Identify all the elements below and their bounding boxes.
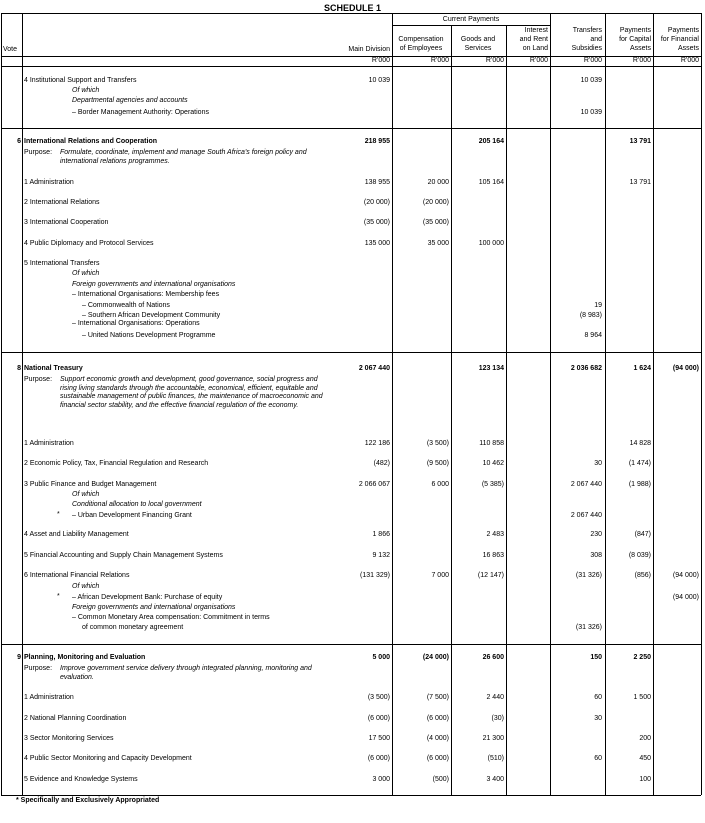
- cell-goods: (510): [487, 755, 504, 762]
- header-unit: R'000: [430, 57, 449, 64]
- cell-transfers: 30: [594, 460, 602, 467]
- column-rule: [605, 13, 606, 795]
- header-goods-services: Services: [464, 45, 492, 52]
- cell-transfers: 10 039: [580, 77, 602, 84]
- cell-transfers: 10 039: [580, 109, 602, 116]
- cell-comp: 7 000: [431, 572, 449, 579]
- cell-comp: (20 000): [422, 199, 449, 206]
- cell-transfers: 308: [590, 552, 602, 559]
- row-label: 1 Administration: [24, 440, 74, 447]
- cell-capital: 100: [639, 776, 651, 783]
- header-interest-rent: on Land: [522, 45, 548, 52]
- header-interest-rent: Interest: [524, 27, 548, 34]
- cell-goods: 16 863: [482, 552, 504, 559]
- cell-transfers: (31 326): [575, 624, 602, 631]
- cell-comp: 6 000: [431, 481, 449, 488]
- row-label: 5 Evidence and Knowledge Systems: [24, 776, 138, 783]
- row-label: 2 National Planning Coordination: [24, 715, 127, 722]
- header-goods-services: Goods and: [460, 36, 496, 43]
- header-transfers: Subsidies: [571, 45, 602, 52]
- header-main-division: Main Division: [348, 46, 390, 53]
- header-unit: R'000: [371, 57, 390, 64]
- row-label: 4 Public Diplomacy and Protocol Services: [24, 240, 154, 247]
- row-label: 1 Administration: [24, 179, 74, 186]
- cell-capital: (856): [634, 572, 651, 579]
- header-unit: R'000: [632, 57, 651, 64]
- cell-main: (35 000): [363, 219, 390, 226]
- vote-title: Planning, Monitoring and Evaluation: [24, 654, 146, 661]
- cell-transfers: 2 036 682: [570, 365, 602, 372]
- header-unit: R'000: [529, 57, 548, 64]
- header-transfers: Transfers: [572, 27, 602, 34]
- row-label: 2 Economic Policy, Tax, Financial Regulation and Research: [24, 460, 209, 467]
- cell-capital: (8 039): [628, 552, 651, 559]
- purpose-text: Improve government service delivery through integrated planning, monitoring and evaluation.: [60, 665, 312, 681]
- cell-capital: 200: [639, 735, 651, 742]
- row-label: Departmental agencies and accounts: [72, 97, 188, 104]
- row-label: Conditional allocation to local government: [72, 501, 202, 508]
- vote-title: National Treasury: [24, 365, 83, 372]
- cell-transfers: (8 983): [579, 312, 602, 319]
- cell-comp: (6 000): [426, 715, 449, 722]
- cell-goods: 105 164: [478, 179, 504, 186]
- cell-main: 10 039: [368, 77, 390, 84]
- cell-goods: 3 400: [486, 776, 504, 783]
- row-label: – Southern African Development Community: [82, 312, 221, 319]
- purpose-label: Purpose:: [24, 149, 53, 156]
- cell-main: 122 186: [364, 440, 390, 447]
- cell-capital: (847): [634, 531, 651, 538]
- row-label: – Common Monetary Area compensation: Commitment in terms: [72, 614, 270, 621]
- cell-transfers: 60: [594, 694, 602, 701]
- row-label: Foreign governments and international organisations: [72, 604, 236, 611]
- cell-capital: 450: [639, 755, 651, 762]
- header-unit: R'000: [680, 57, 699, 64]
- row-label: – Urban Development Financing Grant: [72, 512, 192, 519]
- section-rule: [1, 128, 701, 129]
- vote-number: 8: [17, 365, 21, 372]
- cell-main: 9 132: [372, 552, 390, 559]
- cell-capital: (1 988): [628, 481, 651, 488]
- cell-capital: 13 791: [629, 138, 651, 145]
- cell-goods: 10 462: [482, 460, 504, 467]
- cell-comp: (9 500): [426, 460, 449, 467]
- row-label: 3 International Cooperation: [24, 219, 109, 226]
- row-label: of common monetary agreement: [82, 624, 184, 631]
- section-rule: [1, 352, 701, 353]
- cell-main: (3 500): [367, 694, 390, 701]
- appropriation-star: *: [57, 511, 60, 518]
- header-capital-assets: Assets: [629, 45, 651, 52]
- vote-number: 9: [17, 654, 21, 661]
- cell-main: (20 000): [363, 199, 390, 206]
- row-label: 5 Financial Accounting and Supply Chain Management Systems: [24, 552, 223, 559]
- header-compensation: Compensation: [398, 36, 444, 43]
- column-rule: [701, 13, 702, 795]
- row-label: 4 Public Sector Monitoring and Capacity Development: [24, 755, 192, 762]
- row-label: – International Organisations: Operations: [72, 320, 200, 327]
- column-rule: [653, 13, 654, 795]
- cell-transfers: (31 326): [575, 572, 602, 579]
- cell-goods: 2 440: [486, 694, 504, 701]
- row-label: 4 Asset and Liability Management: [24, 531, 129, 538]
- appropriation-star: *: [57, 593, 60, 600]
- cell-main: 218 955: [364, 138, 390, 145]
- header-interest-rent: and Rent: [519, 36, 548, 43]
- cell-financial: (94 000): [672, 365, 699, 372]
- cell-goods: 110 858: [479, 440, 504, 447]
- row-label: – Commonwealth of Nations: [82, 302, 170, 309]
- cell-goods: 100 000: [478, 240, 504, 247]
- purpose-label: Purpose:: [24, 376, 53, 383]
- cell-main: 5 000: [372, 654, 390, 661]
- cell-main: (131 329): [360, 572, 390, 579]
- cell-main: 2 067 440: [358, 365, 390, 372]
- column-rule: [550, 13, 551, 795]
- row-label: 5 International Transfers: [24, 260, 100, 267]
- cell-main: 2 066 067: [358, 481, 390, 488]
- cell-capital: (1 474): [628, 460, 651, 467]
- cell-comp: (500): [432, 776, 449, 783]
- cell-capital: 2 250: [633, 654, 651, 661]
- header-financial-assets: Payments: [667, 27, 699, 34]
- purpose-text: Support economic growth and development, good governance, social progress and rising living standards through the accountable, economical, efficient, equitable and sustainable management of public finances, the maintenance of macroeconomic and financial sector stability, and the effective financial regulation of the economy.: [60, 376, 323, 409]
- row-label: – Border Management Authority: Operations: [72, 109, 209, 116]
- cell-transfers: 230: [590, 531, 602, 538]
- row-label: – African Development Bank: Purchase of equity: [72, 594, 223, 601]
- cell-comp: (3 500): [426, 440, 449, 447]
- header-unit: R'000: [485, 57, 504, 64]
- column-rule: [1, 13, 2, 795]
- cell-transfers: 19: [594, 302, 602, 309]
- cell-transfers: 150: [590, 654, 602, 661]
- cell-goods: (12 147): [477, 572, 504, 579]
- cell-comp: 35 000: [427, 240, 449, 247]
- vote-number: 6: [17, 138, 21, 145]
- header-financial-assets: for Financial: [660, 36, 699, 43]
- cell-main: 17 500: [368, 735, 390, 742]
- cell-main: 138 955: [364, 179, 390, 186]
- row-label: 2 International Relations: [24, 199, 100, 206]
- row-label: Of which: [72, 583, 100, 590]
- header-unit: R'000: [583, 57, 602, 64]
- row-label: 3 Sector Monitoring Services: [24, 735, 114, 742]
- header-compensation: of Employees: [399, 45, 443, 52]
- row-label: – International Organisations: Membership fees: [72, 291, 220, 298]
- cell-goods: 26 600: [482, 654, 504, 661]
- cell-comp: (6 000): [426, 755, 449, 762]
- row-label: Of which: [72, 491, 100, 498]
- row-label: 4 Institutional Support and Transfers: [24, 77, 137, 84]
- row-label: Of which: [72, 270, 100, 277]
- header-capital-assets: Payments: [619, 27, 651, 34]
- row-label: 6 International Financial Relations: [24, 572, 130, 579]
- unit-rule: [1, 66, 701, 67]
- row-label: 3 Public Finance and Budget Management: [24, 481, 157, 488]
- cell-capital: 13 791: [629, 179, 651, 186]
- cell-capital: 1 624: [633, 365, 651, 372]
- header-group-rule: [392, 25, 550, 26]
- row-label: Foreign governments and international organisations: [72, 281, 236, 288]
- cell-transfers: 2 067 440: [570, 512, 602, 519]
- cell-goods: 21 300: [482, 735, 504, 742]
- cell-transfers: 2 067 440: [570, 481, 602, 488]
- row-label: 1 Administration: [24, 694, 74, 701]
- cell-transfers: 30: [594, 715, 602, 722]
- header-capital-assets: for Capital: [619, 36, 651, 43]
- cell-comp: (4 000): [426, 735, 449, 742]
- header-transfers: and: [590, 36, 602, 43]
- header-financial-assets: Assets: [677, 45, 699, 52]
- vote-title: International Relations and Cooperation: [24, 138, 158, 145]
- cell-capital: 1 500: [633, 694, 651, 701]
- header-vote: Vote: [3, 46, 18, 53]
- schedule-title: SCHEDULE 1: [323, 3, 381, 13]
- cell-comp: (35 000): [422, 219, 449, 226]
- cell-main: 135 000: [364, 240, 390, 247]
- cell-financial: (94 000): [672, 572, 699, 579]
- cell-transfers: 60: [594, 755, 602, 762]
- cell-goods: (5 385): [481, 481, 504, 488]
- cell-goods: 123 134: [478, 365, 504, 372]
- cell-goods: 2 483: [486, 531, 504, 538]
- cell-main: (6 000): [367, 715, 390, 722]
- cell-comp: 20 000: [427, 179, 449, 186]
- row-label: – United Nations Development Programme: [82, 332, 216, 339]
- cell-capital: 14 828: [629, 440, 651, 447]
- cell-comp: (24 000): [422, 654, 449, 661]
- column-rule: [506, 25, 507, 795]
- footnote: * Specifically and Exclusively Appropriated: [16, 797, 160, 804]
- cell-main: (482): [373, 460, 390, 467]
- purpose-label: Purpose:: [24, 665, 53, 672]
- cell-goods: (30): [491, 715, 504, 722]
- cell-main: 3 000: [372, 776, 390, 783]
- section-rule: [1, 644, 701, 645]
- cell-transfers: 8 964: [584, 332, 602, 339]
- row-label: Of which: [72, 87, 100, 94]
- cell-goods: 205 164: [478, 138, 504, 145]
- cell-main: 1 866: [372, 531, 390, 538]
- cell-main: (6 000): [367, 755, 390, 762]
- cell-financial: (94 000): [672, 594, 699, 601]
- header-top-rule: [1, 13, 701, 14]
- table-bottom-rule: [1, 795, 701, 796]
- header-current-payments: Current Payments: [442, 16, 500, 23]
- cell-comp: (7 500): [426, 694, 449, 701]
- purpose-text: Formulate, coordinate, implement and manage South Africa's foreign policy and international relations programmes.: [60, 149, 307, 165]
- column-rule: [392, 13, 393, 795]
- column-rule: [22, 13, 23, 795]
